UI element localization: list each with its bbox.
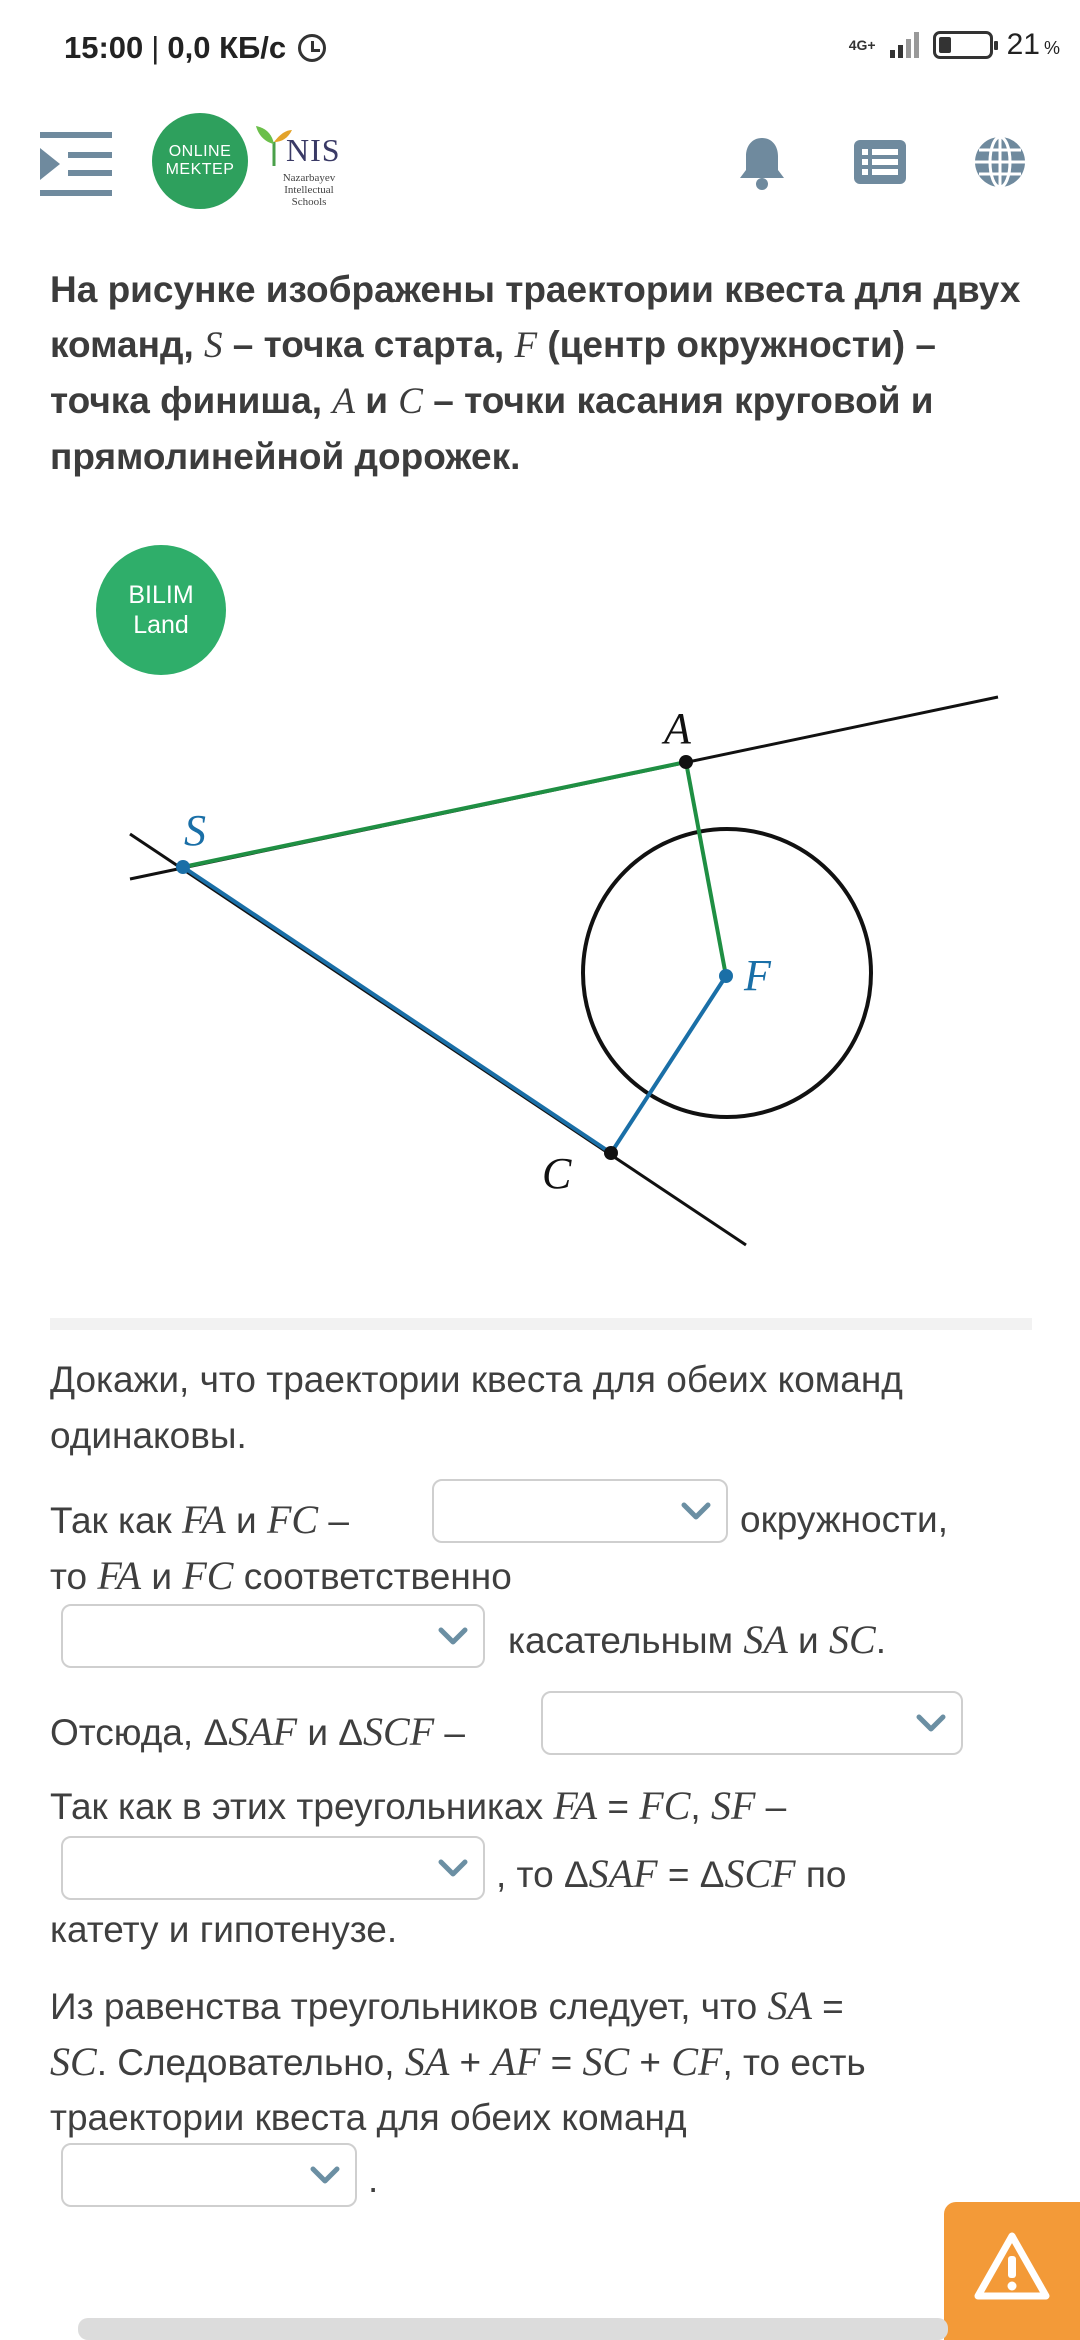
step1-and3: и <box>787 1620 830 1661</box>
step3-line2 <box>496 1846 1036 1903</box>
step3-a: Так как в этих треугольниках <box>50 1786 554 1827</box>
q-part4: и <box>354 380 399 421</box>
status-bar <box>0 0 1080 100</box>
bilim-line1: BILIM <box>128 581 194 609</box>
prove-text: Докажи, что траектории квеста для обеих команд одинаковы. <box>50 1359 903 1456</box>
step4-AF: AF <box>491 2039 541 2084</box>
segment-sc <box>183 867 611 1153</box>
step1-dot: . <box>875 1620 886 1661</box>
step3-FC: FC <box>639 1783 691 1828</box>
logo-online-text: ONLINE <box>168 143 232 160</box>
step3-eq: = <box>597 1786 640 1827</box>
step4-CF: CF <box>671 2039 723 2084</box>
step1-FC: FC <box>266 1497 319 1542</box>
step4-SC: SC <box>50 2039 97 2084</box>
step3-eq2: = Δ <box>657 1854 725 1895</box>
step2-SCF: SCF <box>363 1709 435 1754</box>
geometry-figure <box>0 650 1080 1290</box>
step4-plus: + <box>449 2042 492 2083</box>
label-a: A <box>664 704 691 753</box>
label-s: S <box>184 806 206 855</box>
step2-dash: – <box>434 1712 466 1753</box>
step3-line1 <box>50 1778 1040 1835</box>
step3-SF: SF <box>710 1783 756 1828</box>
signal-icon <box>890 32 919 58</box>
q-C: C <box>398 381 423 422</box>
battery-percent <box>1007 28 1060 62</box>
step3-FA: FA <box>553 1783 598 1828</box>
label-c: C <box>542 1149 572 1198</box>
point-s <box>176 860 190 874</box>
step1-FA: FA <box>182 1497 226 1542</box>
point-a <box>679 755 693 769</box>
chevron-down-icon <box>915 1707 947 1739</box>
step3-SAF: SAF <box>588 1851 658 1896</box>
q-F: F <box>514 325 538 366</box>
step3-line3: катету и гипотенузе. <box>50 1909 398 1950</box>
step4-eq2: = <box>540 2042 583 2083</box>
online-mektep-logo[interactable] <box>152 113 248 209</box>
report-button[interactable] <box>944 2202 1080 2340</box>
step3-c: по <box>795 1854 847 1895</box>
list-icon[interactable] <box>850 132 910 192</box>
status-left <box>64 30 326 66</box>
step4-c: , то есть <box>722 2042 866 2083</box>
segment-af <box>686 762 726 976</box>
label-f: F <box>744 951 771 1000</box>
step2-and: и Δ <box>297 1712 364 1753</box>
step1-SA: SA <box>743 1617 788 1662</box>
step3-SCF: SCF <box>724 1851 796 1896</box>
chevron-down-icon <box>437 1852 469 1884</box>
step1-FC2: FC <box>182 1553 234 1598</box>
dropdown-1[interactable] <box>432 1479 728 1543</box>
battery-icon <box>933 31 993 59</box>
q-A: A <box>332 381 355 422</box>
step3-b: , то Δ <box>496 1854 589 1895</box>
warning-icon <box>974 2232 1050 2302</box>
step1-and: и <box>225 1500 267 1541</box>
segment-sa <box>183 762 686 867</box>
section-divider <box>50 1318 1032 1330</box>
bell-icon[interactable] <box>732 132 792 192</box>
step2-text <box>50 1704 550 1761</box>
nis-subtitle <box>264 172 354 208</box>
battery-unit: % <box>1043 38 1060 58</box>
horizontal-scrollbar[interactable] <box>78 2318 948 2340</box>
nis-sub-line1: Nazarbayev <box>282 172 336 184</box>
step4-line1 <box>50 1978 1040 2035</box>
globe-icon[interactable] <box>970 132 1030 192</box>
step1-line2 <box>50 1548 1040 1605</box>
bilim-line2: Land <box>133 611 189 639</box>
step1-e: касательным <box>508 1620 744 1661</box>
network-type: 4G+ <box>848 37 876 53</box>
step4-end: . <box>368 2159 379 2200</box>
step4-eq: = <box>811 1986 844 2027</box>
step1-SC: SC <box>829 1617 876 1662</box>
step1-c: то <box>50 1556 98 1597</box>
step4-SC2: SC <box>582 2039 630 2084</box>
menu-icon[interactable] <box>40 130 112 198</box>
dropdown-5[interactable] <box>61 2143 357 2207</box>
q-part2: – точка старта, <box>222 324 515 365</box>
status-speed: 0,0 КБ/с <box>167 30 287 65</box>
q-part3: (центр окружности) – точка финиша, <box>50 324 936 421</box>
question-text <box>50 262 1030 484</box>
step4-line2 <box>50 2034 1040 2091</box>
logo-mektep-text: MEKTEP <box>165 161 235 178</box>
step2-SAF: SAF <box>228 1709 298 1754</box>
step2-a: Отсюда, Δ <box>50 1712 229 1753</box>
step1-FA2: FA <box>97 1553 142 1598</box>
nis-sub-line3: Schools <box>291 196 327 208</box>
step4-SA: SA <box>767 1983 812 2028</box>
dropdown-3[interactable] <box>541 1691 963 1755</box>
nis-title: NIS <box>286 132 341 168</box>
step1-and2: и <box>141 1556 183 1597</box>
status-right <box>849 28 1060 62</box>
step4-line3: траектории квеста для обеих команд <box>50 2097 687 2138</box>
dropdown-2[interactable] <box>61 1604 485 1668</box>
chevron-down-icon <box>309 2159 341 2191</box>
step1-a: Так как <box>50 1500 183 1541</box>
app-header <box>0 100 1080 230</box>
segment-fc <box>611 976 726 1153</box>
step3-comma: , <box>690 1786 711 1827</box>
point-c <box>604 1146 618 1160</box>
nis-sub-line2: Intellectual <box>284 184 334 196</box>
point-f <box>719 969 733 983</box>
battery-value: 21 <box>1006 28 1040 61</box>
status-time: 15:00 <box>64 30 144 65</box>
status-separator: | <box>151 30 160 65</box>
q-part1: На рисунке изображены траектории квеста для двух команд, <box>50 269 1021 365</box>
alarm-icon <box>298 34 326 62</box>
step1-dash: – <box>318 1500 349 1541</box>
dropdown-4[interactable] <box>61 1836 485 1900</box>
q-S: S <box>204 325 223 366</box>
step4-b: . Следовательно, <box>96 2042 405 2083</box>
step4-SA2: SA <box>404 2039 450 2084</box>
q-part5: – точки касания круговой и прямолинейной дорожек. <box>50 380 934 477</box>
step1-line3 <box>508 1612 1028 1669</box>
step1-circle-word: окружности, <box>740 1499 948 1540</box>
step3-dash: – <box>755 1786 787 1827</box>
step4-plus2: + <box>629 2042 672 2083</box>
step1-d: соответственно <box>233 1556 512 1597</box>
nis-logo <box>250 120 350 220</box>
step4-a: Из равенства треугольников следует, что <box>50 1986 768 2027</box>
chevron-down-icon <box>437 1620 469 1652</box>
chevron-down-icon <box>680 1495 712 1527</box>
